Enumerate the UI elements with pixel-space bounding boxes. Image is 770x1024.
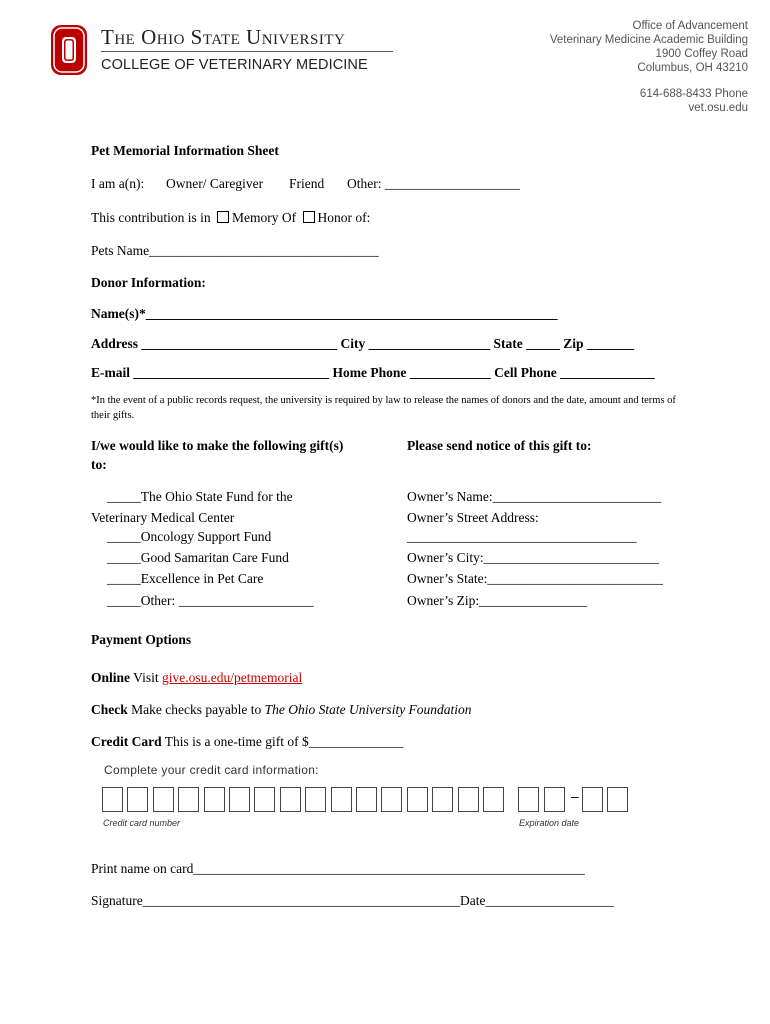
address-label: Address <box>91 336 139 351</box>
owners-name-field[interactable]: Owner’s Name:_________________________ <box>407 489 662 504</box>
owners-city-field[interactable]: Owner’s City:__________________________ <box>407 550 660 565</box>
donor-names-field[interactable]: Name(s)*_____________________________________________________________ <box>91 306 558 321</box>
cc-expiration-digit-box[interactable] <box>582 787 603 812</box>
contact-line-fields[interactable] <box>91 365 655 381</box>
notice-heading: Please send notice of this gift to: <box>407 438 592 453</box>
cc-digit-box[interactable] <box>381 787 402 812</box>
pets-name-field[interactable]: Pets Name__________________________________ <box>91 243 379 258</box>
cc-expiration-digit-box[interactable] <box>607 787 628 812</box>
cc-digit-box[interactable] <box>432 787 453 812</box>
gifts-heading-line2: to: <box>91 457 107 472</box>
option-friend[interactable]: Friend <box>289 176 325 191</box>
contact-phone: 614-688-8433 Phone <box>639 88 748 100</box>
option-other[interactable]: Other: ____________________ <box>347 176 520 191</box>
fund-option-good-samaritan[interactable]: _____Good Samaritan Care Fund <box>107 550 289 565</box>
home-phone-label: Home Phone <box>332 365 407 380</box>
memory-checkbox-icon[interactable] <box>217 211 229 223</box>
check-payee: The Ohio State University Foundation <box>264 702 472 717</box>
contact-line: Veterinary Medicine Academic Building <box>549 34 748 46</box>
home-phone-blank[interactable]: ____________ <box>409 365 491 380</box>
cc-digit-box[interactable] <box>229 787 250 812</box>
option-owner-caregiver[interactable]: Owner/ Caregiver <box>166 176 264 191</box>
cc-digit-box[interactable] <box>127 787 148 812</box>
gifts-heading-line1: I/we would like to make the following gift(s) <box>91 438 344 453</box>
header-divider <box>101 51 393 52</box>
owners-state-field[interactable]: Owner’s State:__________________________ <box>407 571 663 586</box>
fund-option-vmc-cont: Veterinary Medical Center <box>91 510 235 525</box>
contribution-prefix: This contribution is in <box>91 210 211 225</box>
fund-option-other[interactable]: _____Other: ____________________ <box>107 593 314 608</box>
cc-digit-box[interactable] <box>178 787 199 812</box>
cc-digit-box[interactable] <box>407 787 428 812</box>
osu-block-o-logo <box>51 25 87 75</box>
public-records-notice: *In the event of a public records request, the university is required by law to release the names of donors and the date, amount and terms of their gifts. <box>91 395 676 421</box>
cell-phone-label: Cell Phone <box>494 365 557 380</box>
print-name-field[interactable]: Print name on card__________________________________________________________ <box>91 861 585 876</box>
contact-website: vet.osu.edu <box>688 102 748 114</box>
cc-expiration-dash: – <box>571 788 579 804</box>
cc-expiration-caption: Expiration date <box>519 818 580 828</box>
email-label: E-mail <box>91 365 130 380</box>
cc-digit-box[interactable] <box>254 787 275 812</box>
contact-block <box>550 19 748 115</box>
cc-expiration-digit-box[interactable] <box>544 787 565 812</box>
payment-credit-line[interactable] <box>91 734 403 750</box>
payment-heading: Payment Options <box>91 632 192 647</box>
signature-date-field[interactable]: Signature_______________________________________________Date___________________ <box>91 893 614 908</box>
honor-checkbox-icon[interactable] <box>303 211 315 223</box>
payment-check-line <box>91 702 472 718</box>
address-blank[interactable]: _____________________________ <box>141 336 338 351</box>
cc-number-caption: Credit card number <box>103 818 181 828</box>
contribution-line <box>91 210 370 226</box>
form-title: Pet Memorial Information Sheet <box>91 143 279 158</box>
address-line[interactable] <box>91 336 634 352</box>
city-label: City <box>340 336 366 351</box>
fund-option-vmc[interactable]: _____The Ohio State Fund for the <box>107 489 293 504</box>
donation-link[interactable]: give.osu.edu/petmemorial <box>161 670 303 685</box>
cc-instructions: Complete your credit card information: <box>104 763 319 777</box>
payment-online-line <box>91 670 302 686</box>
online-text: Visit <box>133 670 159 685</box>
state-label: State <box>493 336 523 351</box>
owners-street-field[interactable]: __________________________________ <box>407 529 637 544</box>
cc-digit-box[interactable] <box>280 787 301 812</box>
fund-option-oncology[interactable]: _____Oncology Support Fund <box>107 529 272 544</box>
owners-zip-field[interactable]: Owner’s Zip:________________ <box>407 593 588 608</box>
owners-street-label: Owner’s Street Address: <box>407 510 539 525</box>
honor-of-label: Honor of: <box>317 210 371 225</box>
contact-line: Columbus, OH 43210 <box>637 62 748 74</box>
fund-option-excellence[interactable]: _____Excellence in Pet Care <box>107 571 264 586</box>
city-blank[interactable]: __________________ <box>368 336 491 351</box>
cell-phone-blank[interactable]: ______________ <box>560 365 655 380</box>
memory-of-label: Memory Of <box>232 210 297 225</box>
email-blank[interactable]: _____________________________ <box>133 365 330 380</box>
cc-expiration-digit-box[interactable] <box>518 787 539 812</box>
cc-digit-box[interactable] <box>305 787 326 812</box>
check-text: Make checks payable to <box>131 702 262 717</box>
university-name: The Ohio State University <box>101 25 346 49</box>
cc-digit-box[interactable] <box>356 787 377 812</box>
donor-info-heading: Donor Information: <box>91 275 206 290</box>
credit-card-label: Credit Card <box>91 734 162 749</box>
cc-digit-box[interactable] <box>102 787 123 812</box>
check-label: Check <box>91 702 128 717</box>
cc-digit-box[interactable] <box>153 787 174 812</box>
cc-digit-box[interactable] <box>204 787 225 812</box>
credit-card-amount-field[interactable]: This is a one-time gift of $______________ <box>164 734 404 749</box>
cc-digit-box[interactable] <box>331 787 352 812</box>
college-name: COLLEGE OF VETERINARY MEDICINE <box>101 57 368 73</box>
cc-digit-box[interactable] <box>483 787 504 812</box>
contact-line: Office of Advancement <box>632 20 748 32</box>
zip-blank[interactable]: _______ <box>586 336 635 351</box>
online-label: Online <box>91 670 131 685</box>
contact-line: 1900 Coffey Road <box>655 48 748 60</box>
zip-label: Zip <box>563 336 584 351</box>
i-am-label: I am a(n): <box>91 176 145 191</box>
cc-digit-box[interactable] <box>458 787 479 812</box>
state-blank[interactable]: _____ <box>526 336 560 351</box>
